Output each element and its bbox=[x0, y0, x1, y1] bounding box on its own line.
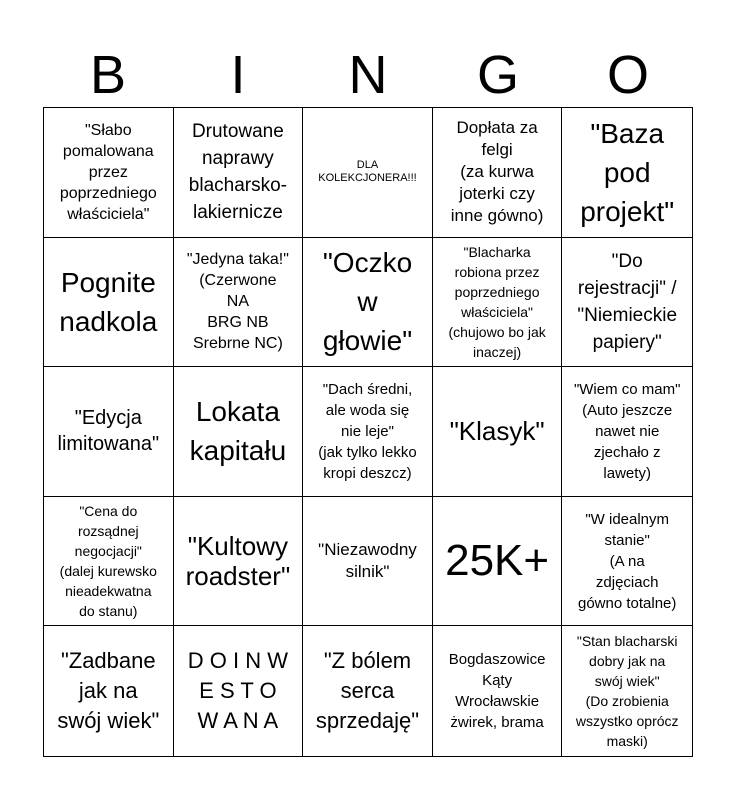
header-letter-b: B bbox=[89, 45, 127, 105]
bingo-cell[interactable]: Drutowane naprawy blacharsko- lakiernicze bbox=[174, 108, 304, 238]
bingo-cell[interactable]: "Wiem co mam" (Auto jeszcze nawet nie zjechało z lawety) bbox=[562, 367, 692, 497]
bingo-cell[interactable]: Dopłata za felgi (za kurwa joterki czy inne gówno) bbox=[433, 108, 563, 238]
bingo-cell[interactable]: "Baza pod projekt" bbox=[562, 108, 692, 238]
bingo-cell[interactable]: DLA KOLEKCJONERA!!! bbox=[303, 108, 433, 238]
header-letter-n: N bbox=[348, 45, 388, 105]
bingo-cell[interactable]: "Do rejestracji" / "Niemieckie papiery" bbox=[562, 238, 692, 368]
bingo-cell[interactable]: "Z bólem serca sprzedaję" bbox=[303, 626, 433, 756]
bingo-cell[interactable]: D O I N W E S T O W A N A bbox=[174, 626, 304, 756]
bingo-cell[interactable]: "W idealnym stanie" (A na zdjęciach gówno totalne) bbox=[562, 497, 692, 627]
bingo-cell[interactable]: "Kultowy roadster" bbox=[174, 497, 304, 627]
bingo-cell[interactable]: "Zadbane jak na swój wiek" bbox=[44, 626, 174, 756]
bingo-cell[interactable]: "Dach średni, ale woda się nie leje" (jak tylko lekko kropi deszcz) bbox=[303, 367, 433, 497]
bingo-cell[interactable]: "Niezawodny silnik" bbox=[303, 497, 433, 627]
bingo-cell[interactable]: "Jedyna taka!" (Czerwone NA BRG NB Srebrne NC) bbox=[174, 238, 304, 368]
bingo-cell[interactable]: Lokata kapitału bbox=[174, 367, 304, 497]
bingo-cell[interactable]: "Blacharka robiona przez poprzedniego właściciela" (chujowo bo jak inaczej) bbox=[433, 238, 563, 368]
bingo-cell[interactable]: "Klasyk" bbox=[433, 367, 563, 497]
header-letter-g: G bbox=[476, 45, 519, 105]
bingo-cell[interactable]: "Oczko w głowie" bbox=[303, 238, 433, 368]
header-letter-i: I bbox=[230, 45, 246, 105]
bingo-header bbox=[43, 44, 693, 106]
bingo-cell[interactable]: Bogdaszowice Kąty Wrocławskie żwirek, brama bbox=[433, 626, 563, 756]
bingo-cell[interactable]: "Edycja limitowana" bbox=[44, 367, 174, 497]
bingo-cell[interactable]: 25K+ bbox=[433, 497, 563, 627]
bingo-cell[interactable]: Pognite nadkola bbox=[44, 238, 174, 368]
bingo-grid bbox=[43, 107, 693, 757]
bingo-cell[interactable]: "Słabo pomalowana przez poprzedniego właściciela" bbox=[44, 108, 174, 238]
header-letter-o: O bbox=[606, 45, 649, 105]
bingo-cell[interactable]: "Stan blacharski dobry jak na swój wiek" (Do zrobienia wszystko oprócz maski) bbox=[575, 633, 679, 750]
bingo-cell[interactable]: "Cena do rozsądnej negocjacji" (dalej kurewsko nieadekwatna do stanu) bbox=[44, 497, 174, 627]
